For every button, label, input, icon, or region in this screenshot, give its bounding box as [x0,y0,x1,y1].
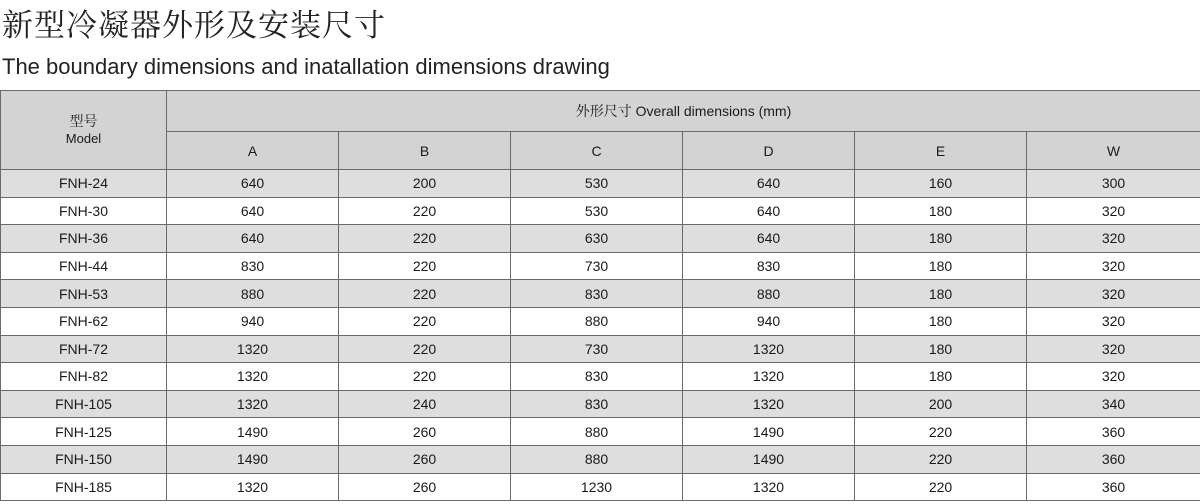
model-cell: FNH-125 [1,418,167,446]
cell-w: 360 [1027,473,1200,501]
cell-b: 220 [339,307,511,335]
cell-d: 640 [683,197,855,225]
column-header-e: E [855,132,1027,170]
cell-d: 940 [683,307,855,335]
cell-a: 940 [167,307,339,335]
cell-d: 830 [683,252,855,280]
cell-d: 1320 [683,473,855,501]
cell-a: 880 [167,280,339,308]
column-header-d: D [683,132,855,170]
cell-c: 830 [511,363,683,391]
cell-w: 320 [1027,307,1200,335]
table-row [1,252,1200,280]
cell-e: 180 [855,363,1027,391]
model-header-en: Model [65,131,102,146]
column-header-b: B [339,132,511,170]
cell-a: 1320 [167,390,339,418]
page-title-en: The boundary dimensions and inatallation dimensions drawing [2,54,610,79]
cell-e: 180 [855,225,1027,253]
table-row [1,418,1200,446]
cell-w: 340 [1027,390,1200,418]
cell-c: 880 [511,307,683,335]
cell-c: 530 [511,197,683,225]
cell-w: 360 [1027,418,1200,446]
cell-b: 220 [339,363,511,391]
cell-a: 1320 [167,473,339,501]
cell-e: 180 [855,280,1027,308]
column-header-a: A [167,132,339,170]
cell-e: 180 [855,197,1027,225]
cell-d: 1320 [683,390,855,418]
column-header-w: W [1027,132,1200,170]
cell-c: 830 [511,280,683,308]
model-cell: FNH-30 [1,197,167,225]
cell-d: 1490 [683,418,855,446]
cell-a: 1320 [167,335,339,363]
cell-d: 880 [683,280,855,308]
cell-a: 1320 [167,363,339,391]
cell-d: 1490 [683,445,855,473]
cell-b: 220 [339,252,511,280]
cell-d: 640 [683,225,855,253]
cell-e: 220 [855,418,1027,446]
cell-w: 300 [1027,170,1200,198]
cell-b: 200 [339,170,511,198]
cell-a: 640 [167,225,339,253]
cell-b: 260 [339,418,511,446]
table-row [1,280,1200,308]
cell-b: 220 [339,225,511,253]
cell-b: 240 [339,390,511,418]
cell-a: 1490 [167,445,339,473]
cell-b: 220 [339,197,511,225]
model-cell: FNH-36 [1,225,167,253]
model-cell: FNH-44 [1,252,167,280]
cell-w: 320 [1027,280,1200,308]
cell-w: 320 [1027,335,1200,363]
cell-b: 260 [339,473,511,501]
table-row [1,390,1200,418]
cell-c: 830 [511,390,683,418]
table-row [1,307,1200,335]
cell-a: 640 [167,170,339,198]
table-row [1,197,1200,225]
cell-e: 200 [855,390,1027,418]
table-row [1,445,1200,473]
cell-d: 640 [683,170,855,198]
cell-w: 320 [1027,363,1200,391]
cell-w: 320 [1027,252,1200,280]
cell-w: 360 [1027,445,1200,473]
cell-c: 1230 [511,473,683,501]
cell-c: 730 [511,252,683,280]
cell-e: 220 [855,473,1027,501]
table-row [1,170,1200,198]
cell-e: 220 [855,445,1027,473]
model-cell: FNH-53 [1,280,167,308]
cell-e: 180 [855,335,1027,363]
cell-c: 880 [511,418,683,446]
table-body [1,170,1200,501]
cell-c: 880 [511,445,683,473]
cell-a: 640 [167,197,339,225]
model-cell: FNH-72 [1,335,167,363]
column-header-c: C [511,132,683,170]
cell-w: 320 [1027,225,1200,253]
model-cell: FNH-62 [1,307,167,335]
model-header-cn: 型号 [69,113,98,129]
cell-e: 180 [855,307,1027,335]
model-column-header [1,91,167,170]
cell-d: 1320 [683,335,855,363]
cell-a: 1490 [167,418,339,446]
cell-d: 1320 [683,363,855,391]
overall-dimensions-header: 外形尺寸 Overall dimensions (mm) [167,91,1200,132]
cell-e: 180 [855,252,1027,280]
cell-c: 530 [511,170,683,198]
model-cell: FNH-150 [1,445,167,473]
model-cell: FNH-24 [1,170,167,198]
model-cell: FNH-82 [1,363,167,391]
cell-w: 320 [1027,197,1200,225]
dimensions-table [0,90,1200,501]
cell-b: 220 [339,280,511,308]
table-row [1,363,1200,391]
cell-e: 160 [855,170,1027,198]
table-row [1,335,1200,363]
cell-b: 220 [339,335,511,363]
cell-a: 830 [167,252,339,280]
cell-c: 730 [511,335,683,363]
table-row [1,473,1200,501]
cell-b: 260 [339,445,511,473]
cell-c: 630 [511,225,683,253]
page-title-cn: 新型冷凝器外形及安装尺寸 [2,8,386,44]
table-row [1,225,1200,253]
model-cell: FNH-105 [1,390,167,418]
model-cell: FNH-185 [1,473,167,501]
